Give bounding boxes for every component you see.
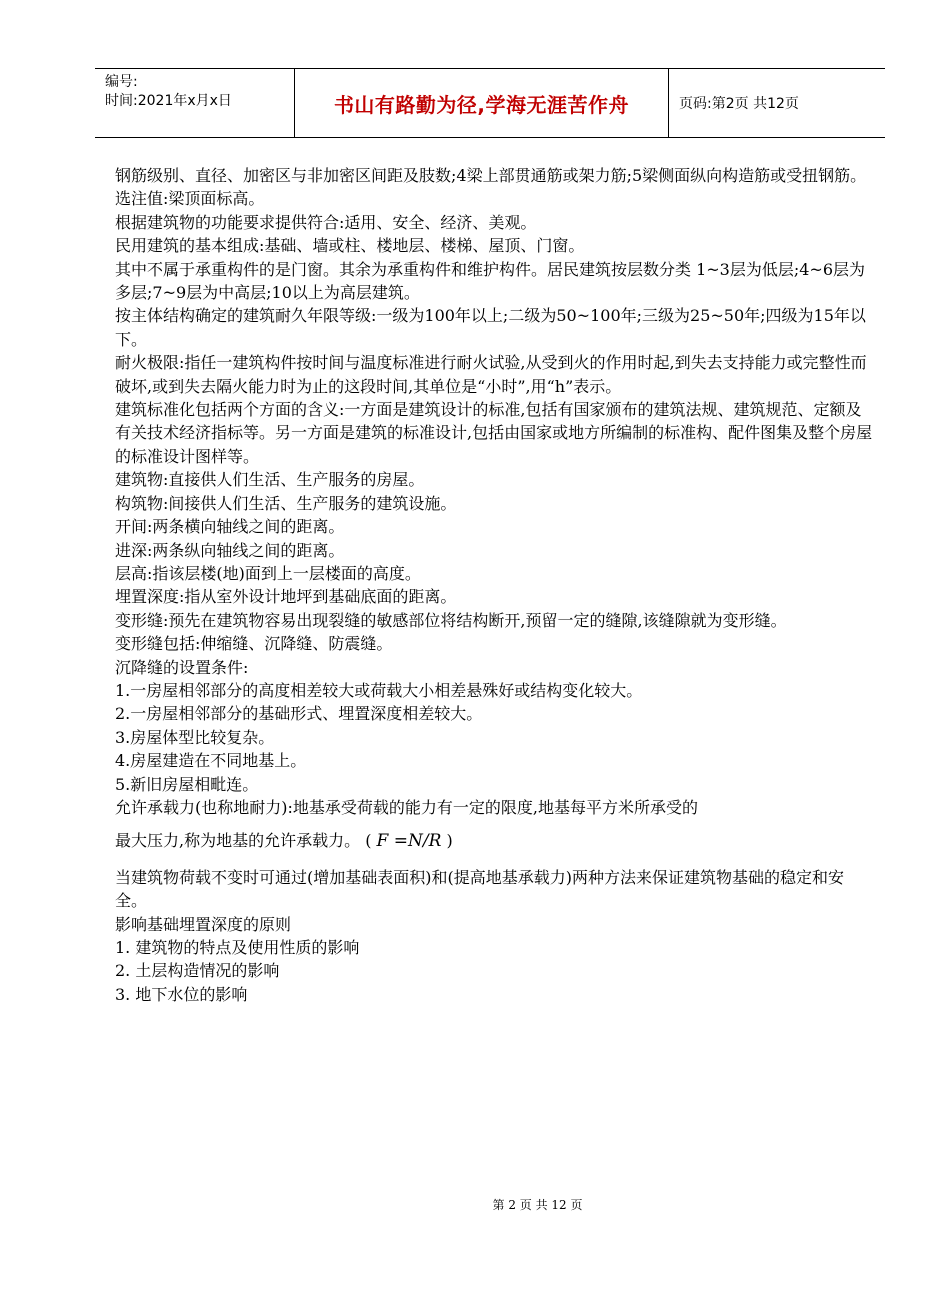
list-item: 5.新旧房屋相毗连。 — [115, 774, 259, 794]
paragraph: 沉降缝的设置条件: — [115, 657, 249, 677]
paragraph: 建筑物:直接供人们生活、生产服务的房屋。 — [115, 470, 425, 490]
paragraph: 允许承载力(也称地耐力):地基承受荷载的能力有一定的限度,地基每平方米所承受的 — [115, 797, 698, 817]
number-label: 编号: — [105, 74, 138, 90]
paragraph: 当建筑物荷载不变时可通过(增加基础表面积)和(提高地基承载力)两种方法来保证建筑物基础的稳定和安全。 — [115, 867, 844, 911]
formula-open-paren: ( — [365, 831, 372, 851]
list-item: 3.房屋体型比较复杂。 — [115, 727, 275, 747]
list-item: 1.一房屋相邻部分的高度相差较大或荷载大小相差悬殊好或结构变化较大。 — [115, 680, 643, 700]
time-label: 时间:2021年x月x日 — [105, 93, 232, 109]
formula-line — [115, 829, 875, 853]
list-item: 2. 土层构造情况的影响 — [115, 961, 280, 981]
bearing-capacity-formula: F =N/R — [376, 831, 442, 852]
page-footer: 第 2 页 共 12 页 — [492, 1198, 583, 1212]
list-item: 4.房屋建造在不同地基上。 — [115, 751, 307, 771]
paragraph: 民用建筑的基本组成:基础、墙或柱、楼地层、楼梯、屋顶、门窗。 — [115, 236, 585, 256]
paragraph: 影响基础埋置深度的原则 — [115, 914, 292, 934]
paragraph: 埋置深度:指从室外设计地坪到基础底面的距离。 — [115, 587, 457, 607]
list-item: 3. 地下水位的影响 — [115, 984, 248, 1004]
document-body — [115, 164, 875, 1006]
paragraph: 按主体结构确定的建筑耐久年限等级:一级为100年以上;二级为50~100年;三级为25~50年;四级为15年以下。 — [115, 306, 866, 349]
formula-line-text: 最大压力,称为地基的允许承载力。 — [115, 831, 361, 851]
paragraph: 其中不属于承重构件的是门窗。其余为承重构件和维护构件。居民建筑按层数分类 1~3层为低层;4~6层为多层;7~9层为中高层;10以上为高层建筑。 — [115, 259, 866, 303]
paragraph: 选注值:梁顶面标高。 — [115, 189, 265, 209]
formula-close-paren: ) — [446, 831, 453, 851]
paragraph: 层高:指该层楼(地)面到上一层楼面的高度。 — [115, 563, 421, 583]
paragraph: 构筑物:间接供人们生活、生产服务的建筑设施。 — [115, 493, 457, 513]
paragraph: 开间:两条横向轴线之间的距离。 — [115, 517, 345, 537]
paragraph: 变形缝包括:伸缩缝、沉降缝、防震缝。 — [115, 634, 393, 654]
header-motto: 书山有路勤为径,学海无涯苦作舟 — [295, 69, 669, 137]
paragraph: 根据建筑物的功能要求提供符合:适用、安全、经济、美观。 — [115, 212, 537, 232]
list-item: 1. 建筑物的特点及使用性质的影响 — [115, 938, 360, 957]
paragraph: 钢筋级别、直径、加密区与非加密区间距及肢数;4梁上部贯通筋或架力筋;5梁侧面纵向构造筋或受扭钢筋。 — [115, 166, 867, 185]
paragraph: 耐火极限:指任一建筑构件按时间与温度标准进行耐火试验,从受到火的作用时起,到失去支持能力或完整性而破坏,或到失去隔火能力时为止的这段时间,其单位是“小时”,用“h”表示。 — [115, 353, 867, 396]
header-meta — [95, 69, 295, 137]
header-page-info: 页码:第2页 共12页 — [679, 96, 799, 112]
page-header — [95, 68, 885, 138]
paragraph: 变形缝:预先在建筑物容易出现裂缝的敏感部位将结构断开,预留一定的缝隙,该缝隙就为变形缝。 — [115, 610, 787, 630]
list-item: 2.一房屋相邻部分的基础形式、埋置深度相差较大。 — [115, 704, 483, 724]
paragraph: 建筑标准化包括两个方面的含义:一方面是建筑设计的标准,包括有国家颁布的建筑法规、建筑规范、定额及有关技术经济指标等。另一方面是建筑的标准设计,包括由国家或地方所编制的标准构、配件图集及整个房屋的标准设计图样等。 — [115, 400, 873, 466]
paragraph: 进深:两条纵向轴线之间的距离。 — [115, 540, 345, 560]
